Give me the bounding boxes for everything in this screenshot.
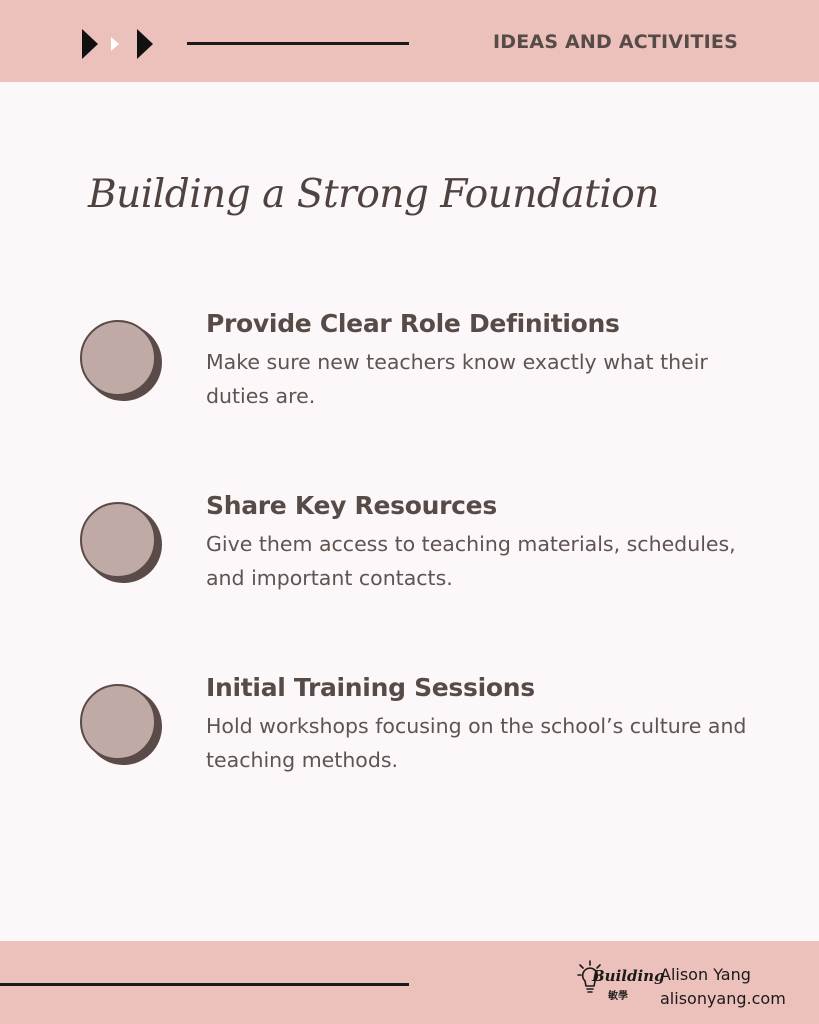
item-description: Give them access to teaching materials, schedules, and important contacts.	[206, 532, 736, 590]
header-bar	[0, 0, 819, 82]
svg-text:敏學: 敏學	[608, 991, 628, 1002]
author-name: Alison Yang	[660, 965, 751, 984]
bullet-circle-icon	[80, 684, 166, 766]
header-title: IDEAS AND ACTIVITIES	[493, 31, 738, 53]
item-title: Provide Clear Role Definitions	[206, 309, 620, 338]
item-description: Make sure new teachers know exactly what their duties are.	[206, 350, 708, 408]
footer-divider	[0, 983, 409, 986]
arrow-icon	[137, 29, 153, 59]
item-title: Share Key Resources	[206, 491, 497, 520]
arrow-icon	[82, 29, 98, 59]
bullet-circle-icon	[80, 320, 166, 402]
header-divider	[187, 42, 409, 45]
arrow-icon	[111, 37, 119, 51]
svg-text:Building: Building	[592, 967, 665, 985]
building-logo-icon	[578, 959, 665, 1009]
item-description: Hold workshops focusing on the school’s culture and teaching methods.	[206, 714, 747, 772]
footer-bar	[0, 941, 819, 1024]
bullet-circle-icon	[80, 502, 166, 584]
website-link[interactable]: alisonyang.com	[660, 989, 786, 1008]
page-title: Building a Strong Foundation	[88, 172, 659, 217]
item-title: Initial Training Sessions	[206, 673, 535, 702]
author-info	[660, 963, 786, 1011]
